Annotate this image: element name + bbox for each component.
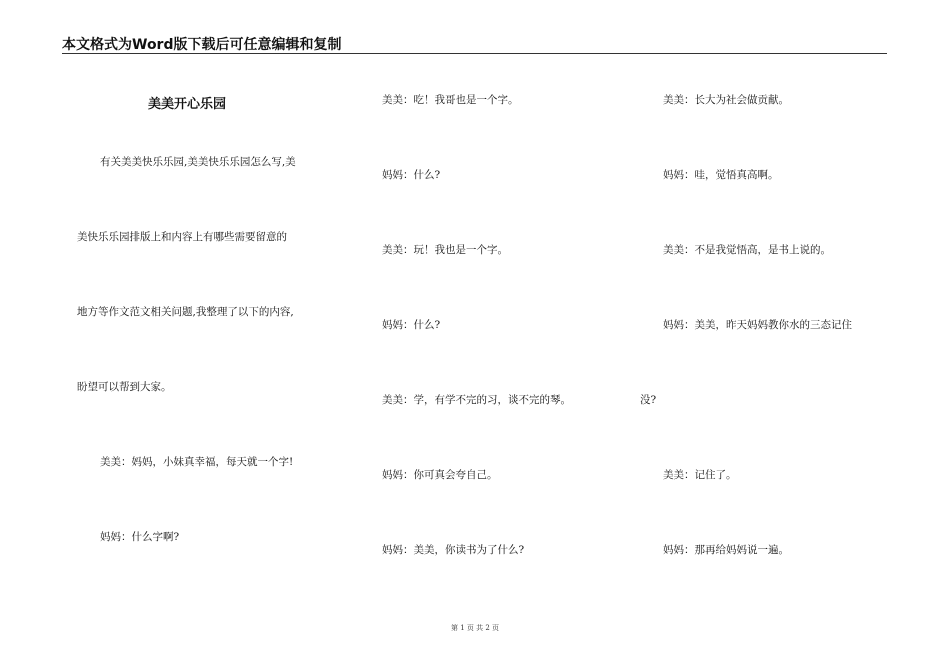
col1-line-6: 妈妈：什么字啊? <box>100 531 180 543</box>
col2-line-1: 美美：吃！我哥也是一个字。 <box>382 94 519 106</box>
header-rule <box>62 53 887 54</box>
col3-line-5: 没? <box>640 394 657 406</box>
col2-line-6: 妈妈：你可真会夸自己。 <box>382 469 498 481</box>
col1-line-2: 美快乐乐园排版上和内容上有哪些需要留意的 <box>77 231 287 243</box>
col3-line-6: 美美：记住了。 <box>663 469 737 481</box>
col3-line-1: 美美：长大为社会做贡献。 <box>663 94 789 106</box>
col2-line-5: 美美：学，有学不完的习，谈不完的琴。 <box>382 394 571 406</box>
col3-line-2: 妈妈：哇，觉悟真高啊。 <box>663 169 779 181</box>
col2-line-2: 妈妈：什么? <box>382 169 441 181</box>
col2-line-3: 美美：玩！我也是一个字。 <box>382 244 508 256</box>
col1-line-1: 有关美美快乐乐园,美美快乐乐园怎么写,美 <box>100 156 296 168</box>
col1-line-3: 地方等作文范文相关问题,我整理了以下的内容, <box>77 306 294 318</box>
document-title: 美美开心乐园 <box>148 97 227 112</box>
col1-line-5: 美美：妈妈，小妹真幸福，每天就一个字! <box>100 456 294 468</box>
col3-line-3: 美美：不是我觉悟高，是书上说的。 <box>663 244 831 256</box>
col2-line-7: 妈妈：美美，你读书为了什么? <box>382 544 525 556</box>
col2-line-4: 妈妈：什么? <box>382 319 441 331</box>
col1-line-4: 盼望可以帮到大家。 <box>77 381 172 393</box>
page-number-footer: 第 1 页 共 2 页 <box>450 624 500 632</box>
col3-line-4: 妈妈：美美，昨天妈妈教你水的三态记住 <box>663 319 852 331</box>
col3-line-7: 妈妈：那再给妈妈说一遍。 <box>663 544 789 556</box>
document-header: 本文格式为Word版下载后可任意编辑和复制 <box>62 37 342 53</box>
